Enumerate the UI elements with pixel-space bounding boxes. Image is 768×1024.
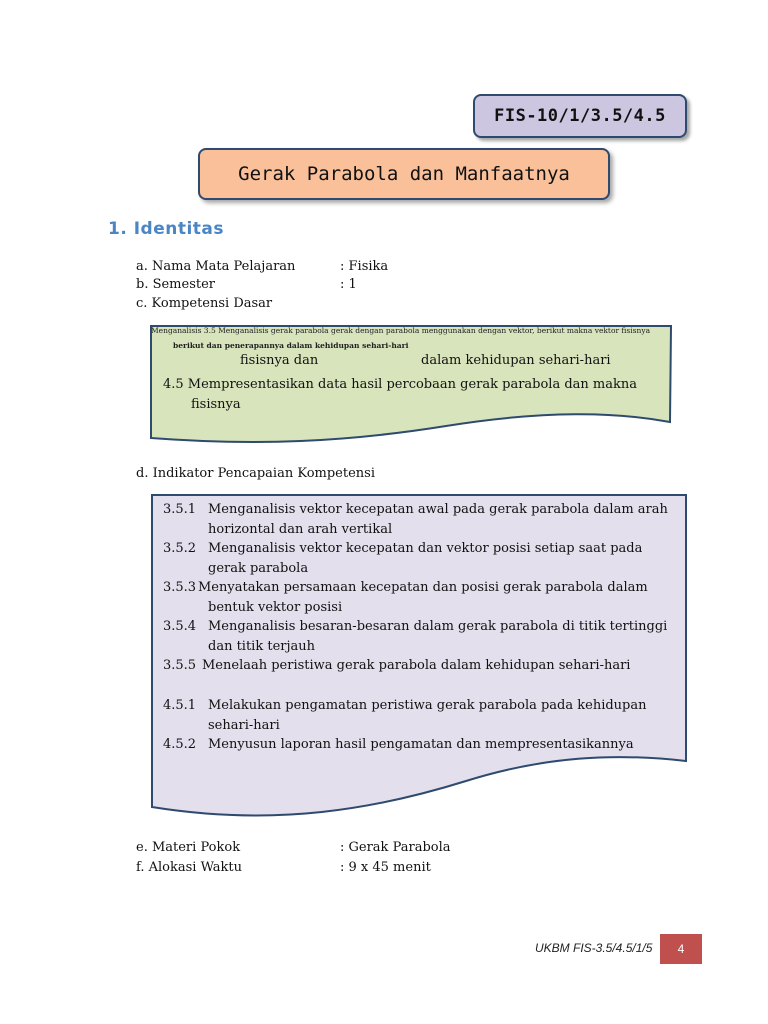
indicator-number: 3.5.4 — [163, 619, 197, 634]
materi-value: : Gerak Parabola — [340, 840, 451, 855]
indicator-text: Menganalisis besaran-besaran dalam gerak parabola di titik tertinggi — [208, 619, 668, 634]
indicator-number: 3.5.3 — [163, 580, 197, 595]
indicator-heading: d. Indikator Pencapaian Kompetensi — [136, 466, 375, 481]
indicator-number: 3.5.2 — [163, 541, 197, 556]
indicator-text: Menyusun laporan hasil pengamatan dan mempresentasikannya — [208, 737, 634, 752]
identity-label: b. Semester — [136, 277, 216, 292]
document-code-box — [473, 94, 687, 138]
page-number-badge — [660, 934, 702, 964]
indicator-number: 4.5.2 — [163, 737, 197, 752]
indicator-text: Menganalisis vektor kecepatan awal pada gerak parabola dalam arah — [208, 502, 668, 517]
kd-45-line1: 4.5 Mempresentasikan data hasil percobaan gerak parabola dan makna — [163, 377, 637, 392]
page-number: 4 — [677, 942, 685, 956]
kd-line-right: dalam kehidupan sehari-hari — [421, 353, 611, 368]
identity-label: c. Kompetensi Dasar — [136, 296, 273, 311]
page-title: Gerak Parabola dan Manfaatnya — [238, 163, 570, 185]
indicator-number: 3.5.5 — [163, 658, 197, 673]
indicator-text: Menganalisis vektor kecepatan dan vektor posisi setiap saat pada — [208, 541, 643, 556]
indicator-number: 4.5.1 — [163, 698, 197, 713]
materi-label: e. Materi Pokok — [136, 840, 241, 855]
footer-code: UKBM FIS-3.5/4.5/1/5 — [535, 941, 653, 955]
kd-overlap-text-2: berikut dan penerapannya dalam kehidupan sehari-hari — [173, 341, 409, 350]
indicator-text: dan titik terjauh — [208, 638, 316, 654]
document-code: FIS-10/1/3.5/4.5 — [494, 106, 666, 126]
section-heading: 1. Identitas — [108, 219, 225, 239]
title-box — [198, 148, 610, 200]
kd-45-line2: fisisnya — [191, 397, 241, 412]
kd-line-left: fisisnya dan — [240, 353, 319, 368]
identity-value: : Fisika — [340, 259, 389, 274]
indicator-text: Menyatakan persamaan kecepatan dan posisi gerak parabola dalam — [198, 580, 648, 595]
indicator-text: horizontal dan arah vertikal — [208, 521, 393, 537]
indicator-text: bentuk vektor posisi — [208, 599, 343, 615]
indicator-text: gerak parabola — [208, 560, 309, 576]
indicator-text: Melakukan pengamatan peristiwa gerak parabola pada kehidupan — [208, 698, 647, 713]
kd-overlap-text-1: Menganalisis 3.5 Menganalisis gerak parabola gerak dengan parabola menggunakan dengan vektor, berikut makna vektor fisisnya — [151, 326, 651, 335]
identity-label: a. Nama Mata Pelajaran — [136, 259, 296, 274]
indicator-text: sehari-hari — [208, 717, 280, 733]
indicator-number: 3.5.1 — [163, 502, 197, 517]
alokasi-value: : 9 x 45 menit — [340, 860, 431, 875]
indicator-text: Menelaah peristiwa gerak parabola dalam kehidupan sehari-hari — [202, 658, 631, 673]
alokasi-label: f. Alokasi Waktu — [136, 860, 243, 875]
identity-value: : 1 — [340, 277, 357, 292]
